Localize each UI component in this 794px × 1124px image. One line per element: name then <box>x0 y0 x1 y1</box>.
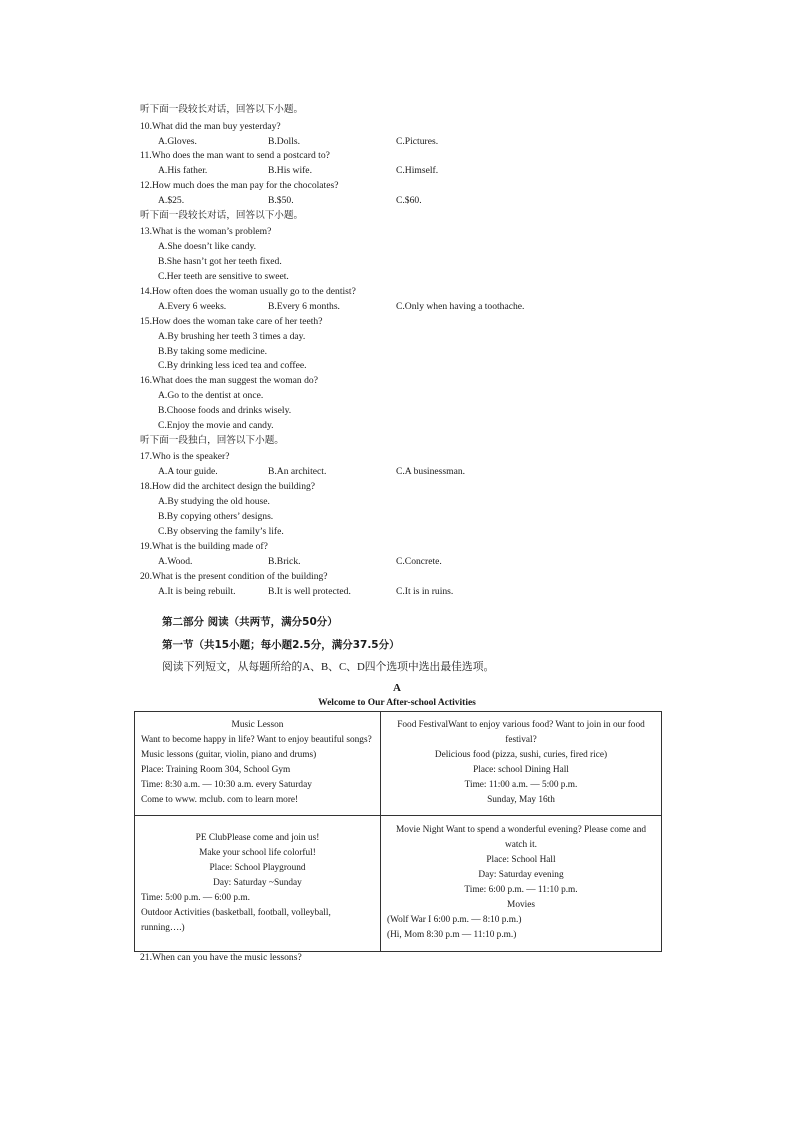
q12-option-b: B.$50. <box>268 195 294 206</box>
q17-option-b: B.An architect. <box>268 466 327 477</box>
q13-option-a: A.She doesn’t like candy. <box>158 241 257 252</box>
q17-option-a: A.A tour guide. <box>158 466 218 477</box>
activities-table <box>134 711 662 952</box>
movie-night-cell <box>381 815 662 951</box>
question-20: 20.What is the present condition of the building? <box>140 571 328 582</box>
question-11: 11.Who does the man want to send a postcard to? <box>140 150 330 161</box>
q19-option-b: B.Brick. <box>268 556 301 567</box>
table-row <box>135 712 662 816</box>
food-line: Delicious food (pizza, sushi, curies, fired rice) <box>434 750 608 761</box>
music-lesson-cell <box>135 712 381 816</box>
music-line: Come to www. mclub. com to learn more! <box>141 795 299 806</box>
q11-option-b: B.His wife. <box>268 165 312 176</box>
question-18: 18.How did the architect design the building? <box>140 481 316 492</box>
food-line: Food FestivalWant to enjoy various food? Want to join in our food festival? <box>397 720 645 746</box>
music-line: Music lessons (guitar, violin, piano and drums) <box>141 750 317 761</box>
question-15: 15.How does the woman take care of her teeth? <box>140 316 323 327</box>
movie-line: Time: 6:00 p.m. — 11:10 p.m. <box>464 885 578 896</box>
pe-line: Day: Saturday ~Sunday <box>213 877 302 888</box>
music-title: Music Lesson <box>231 720 284 731</box>
q15-option-a: A.By brushing her teeth 3 times a day. <box>158 331 306 342</box>
q20-option-c: C.It is in ruins. <box>396 586 454 597</box>
q14-option-a: A.Every 6 weeks. <box>158 301 227 312</box>
pe-line: Make your school life colorful! <box>199 847 316 858</box>
table-row <box>135 815 662 951</box>
q12-option-a: A.$25. <box>158 195 185 206</box>
question-17: 17.Who is the speaker? <box>140 451 230 462</box>
food-festival-cell <box>381 712 662 816</box>
q11-option-a: A.His father. <box>158 165 208 176</box>
q12-option-c: C.$60. <box>396 195 422 206</box>
pe-line: Time: 5:00 p.m. — 6:00 p.m. <box>141 892 250 903</box>
part-two-title: 第二部分 阅读（共两节，满分50分） <box>162 616 338 628</box>
question-14: 14.How often does the woman usually go to the dentist? <box>140 286 356 297</box>
movie-line: Movie Night Want to spend a wonderful evening? Please come and watch it. <box>395 825 647 851</box>
food-line: Sunday, May 16th <box>487 795 555 806</box>
q13-option-c: C.Her teeth are sensitive to sweet. <box>158 271 289 282</box>
q10-option-c: C.Pictures. <box>396 136 439 147</box>
question-10: 10.What did the man buy yesterday? <box>140 121 281 132</box>
listening-intro: 听下面一段较长对话，回答以下小题。 <box>140 210 304 221</box>
pe-line: Outdoor Activities (basketball, football, volleyball, running….) <box>141 907 331 933</box>
q14-option-b: B.Every 6 months. <box>268 301 340 312</box>
q15-option-c: C.By drinking less iced tea and coffee. <box>158 360 307 371</box>
food-line: Time: 11:00 a.m. — 5:00 p.m. <box>464 780 578 791</box>
q16-option-a: A.Go to the dentist at once. <box>158 390 264 401</box>
q10-option-a: A.Gloves. <box>158 136 197 147</box>
passage-title: Welcome to Our After-school Activities <box>318 698 476 708</box>
q19-option-a: A.Wood. <box>158 556 193 567</box>
movie-line: Day: Saturday evening <box>478 870 564 881</box>
question-12: 12.How much does the man pay for the chocolates? <box>140 180 339 191</box>
listening-intro: 听下面一段较长对话，回答以下小题。 <box>140 104 304 115</box>
q18-option-c: C.By observing the family’s life. <box>158 526 284 537</box>
q18-option-b: B.By copying others’ designs. <box>158 511 274 522</box>
question-16: 16.What does the man suggest the woman do? <box>140 375 318 386</box>
music-line: Place: Training Room 304, School Gym <box>141 765 291 776</box>
music-line: Time: 8:30 a.m. — 10:30 a.m. every Saturday <box>141 780 312 791</box>
question-19: 19.What is the building made of? <box>140 541 268 552</box>
movie-line: (Wolf War I 6:00 p.m. — 8:10 p.m.) <box>387 915 522 926</box>
q20-option-b: B.It is well protected. <box>268 586 351 597</box>
q13-option-b: B.She hasn’t got her teeth fixed. <box>158 256 282 267</box>
movie-line: Place: School Hall <box>486 855 556 866</box>
q17-option-c: C.A businessman. <box>396 466 466 477</box>
question-13: 13.What is the woman’s problem? <box>140 226 272 237</box>
q15-option-b: B.By taking some medicine. <box>158 346 267 357</box>
pe-line: Place: School Playground <box>209 862 306 873</box>
q20-option-a: A.It is being rebuilt. <box>158 586 236 597</box>
q10-option-b: B.Dolls. <box>268 136 300 147</box>
listening-intro: 听下面一段独白，回答以下小题。 <box>140 435 284 446</box>
pe-line: PE ClubPlease come and join us! <box>195 832 320 843</box>
question-21: 21.When can you have the music lessons? <box>140 952 302 963</box>
passage-letter: A <box>393 682 401 694</box>
q16-option-b: B.Choose foods and drinks wisely. <box>158 405 292 416</box>
food-line: Place: school Dining Hall <box>473 765 569 776</box>
q14-option-c: C.Only when having a toothache. <box>396 301 525 312</box>
pe-club-cell <box>135 815 381 951</box>
q19-option-c: C.Concrete. <box>396 556 442 567</box>
q18-option-a: A.By studying the old house. <box>158 496 270 507</box>
movie-line: (Hi, Mom 8:30 p.m — 11:10 p.m.) <box>387 930 517 941</box>
reading-instruction: 阅读下列短文，从每题所给的A、B、C、D四个选项中选出最佳选项。 <box>162 661 495 673</box>
section-one-title: 第一节（共15小题；每小题2.5分，满分37.5分） <box>162 639 400 651</box>
movie-line: Movies <box>507 900 535 911</box>
q11-option-c: C.Himself. <box>396 165 439 176</box>
music-line: Want to become happy in life? Want to enjoy beautiful songs? <box>141 735 372 746</box>
q16-option-c: C.Enjoy the movie and candy. <box>158 420 274 431</box>
